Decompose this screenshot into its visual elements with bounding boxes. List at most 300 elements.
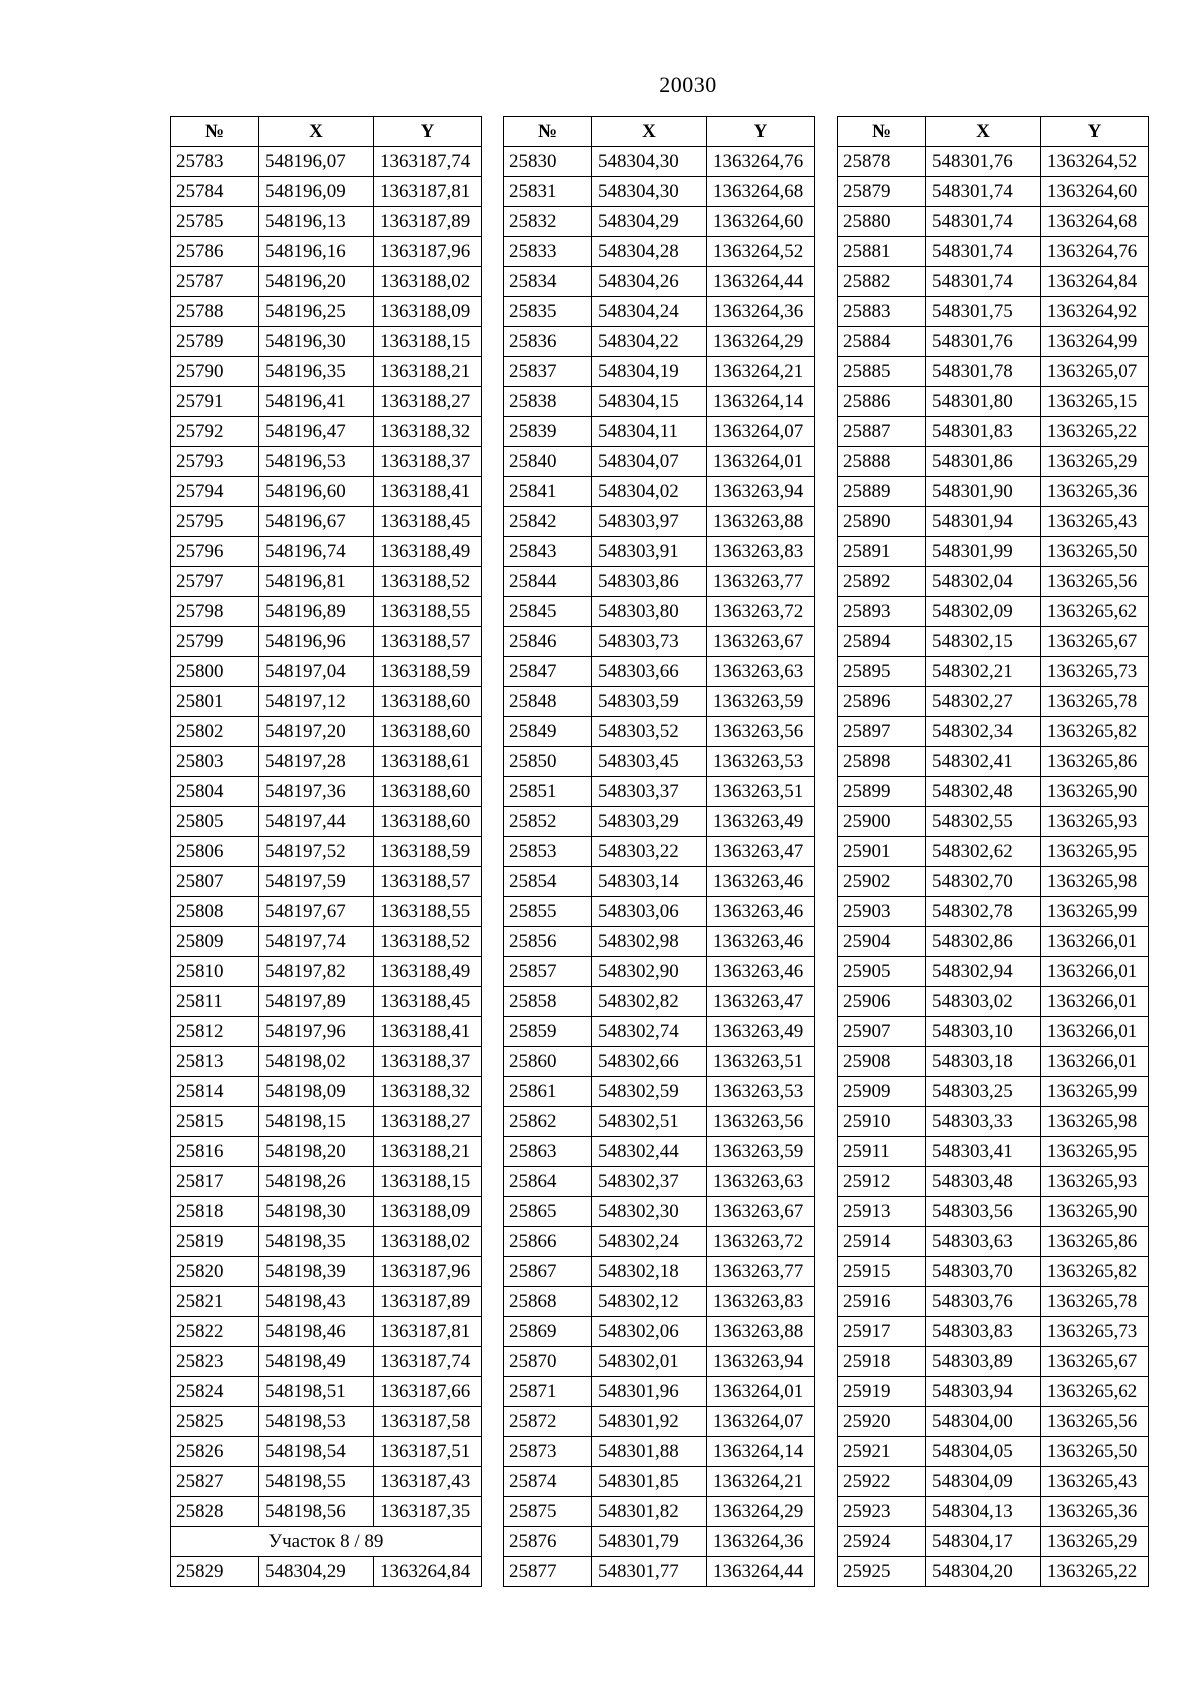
x-coordinate-cell: 548303,86 (592, 567, 707, 597)
y-coordinate-cell: 1363264,52 (1041, 147, 1149, 177)
table-row (504, 1527, 815, 1557)
table-row (838, 657, 1149, 687)
table-row (504, 657, 815, 687)
point-number-cell: 25923 (838, 1497, 926, 1527)
point-number-cell: 25849 (504, 717, 592, 747)
y-coordinate-cell: 1363265,07 (1041, 357, 1149, 387)
table-row (838, 177, 1149, 207)
point-number-cell: 25819 (171, 1227, 259, 1257)
point-number-cell: 25832 (504, 207, 592, 237)
x-coordinate-cell: 548198,56 (259, 1497, 374, 1527)
point-number-cell: 25862 (504, 1107, 592, 1137)
point-number-cell: 25783 (171, 147, 259, 177)
point-number-cell: 25799 (171, 627, 259, 657)
point-number-cell: 25904 (838, 927, 926, 957)
x-coordinate-cell: 548302,86 (926, 927, 1041, 957)
table-row (504, 777, 815, 807)
table-row (504, 1257, 815, 1287)
x-coordinate-cell: 548302,21 (926, 657, 1041, 687)
table-row (504, 297, 815, 327)
point-number-cell: 25851 (504, 777, 592, 807)
y-coordinate-cell: 1363263,53 (707, 1077, 815, 1107)
point-number-cell: 25835 (504, 297, 592, 327)
x-coordinate-cell: 548303,48 (926, 1167, 1041, 1197)
x-coordinate-cell: 548197,44 (259, 807, 374, 837)
point-number-cell: 25796 (171, 537, 259, 567)
table-row (838, 1017, 1149, 1047)
x-coordinate-cell: 548198,09 (259, 1077, 374, 1107)
x-coordinate-cell: 548303,89 (926, 1347, 1041, 1377)
section-label: Участок 8 / 89 (171, 1527, 482, 1557)
y-coordinate-cell: 1363265,99 (1041, 897, 1149, 927)
y-coordinate-cell: 1363264,68 (707, 177, 815, 207)
y-coordinate-cell: 1363263,49 (707, 807, 815, 837)
point-number-cell: 25807 (171, 867, 259, 897)
point-number-cell: 25827 (171, 1467, 259, 1497)
x-coordinate-cell: 548198,49 (259, 1347, 374, 1377)
y-coordinate-cell: 1363263,53 (707, 747, 815, 777)
point-number-cell: 25806 (171, 837, 259, 867)
point-number-cell: 25841 (504, 477, 592, 507)
point-number-cell: 25901 (838, 837, 926, 867)
table-row (504, 1287, 815, 1317)
y-coordinate-cell: 1363265,56 (1041, 567, 1149, 597)
header-number: № (504, 117, 592, 147)
x-coordinate-cell: 548302,51 (592, 1107, 707, 1137)
point-number-cell: 25859 (504, 1017, 592, 1047)
table-row (504, 717, 815, 747)
y-coordinate-cell: 1363265,82 (1041, 1257, 1149, 1287)
x-coordinate-cell: 548303,76 (926, 1287, 1041, 1317)
point-number-cell: 25814 (171, 1077, 259, 1107)
y-coordinate-cell: 1363187,74 (374, 147, 482, 177)
x-coordinate-cell: 548303,41 (926, 1137, 1041, 1167)
x-coordinate-cell: 548304,24 (592, 297, 707, 327)
table-row (171, 1167, 482, 1197)
point-number-cell: 25920 (838, 1407, 926, 1437)
point-number-cell: 25890 (838, 507, 926, 537)
y-coordinate-cell: 1363188,45 (374, 987, 482, 1017)
table-row (838, 597, 1149, 627)
x-coordinate-cell: 548303,22 (592, 837, 707, 867)
point-number-cell: 25795 (171, 507, 259, 537)
point-number-cell: 25911 (838, 1137, 926, 1167)
table-row (504, 387, 815, 417)
x-coordinate-cell: 548302,66 (592, 1047, 707, 1077)
y-coordinate-cell: 1363263,49 (707, 1017, 815, 1047)
point-number-cell: 25791 (171, 387, 259, 417)
x-coordinate-cell: 548302,12 (592, 1287, 707, 1317)
point-number-cell: 25829 (171, 1557, 259, 1587)
x-coordinate-cell: 548196,81 (259, 567, 374, 597)
x-coordinate-cell: 548304,29 (592, 207, 707, 237)
y-coordinate-cell: 1363265,56 (1041, 1407, 1149, 1437)
table-row (504, 1197, 815, 1227)
table-row (171, 1257, 482, 1287)
y-coordinate-cell: 1363265,43 (1041, 507, 1149, 537)
x-coordinate-cell: 548196,96 (259, 627, 374, 657)
point-number-cell: 25793 (171, 447, 259, 477)
x-coordinate-cell: 548302,41 (926, 747, 1041, 777)
y-coordinate-cell: 1363188,37 (374, 1047, 482, 1077)
y-coordinate-cell: 1363187,89 (374, 1287, 482, 1317)
point-number-cell: 25847 (504, 657, 592, 687)
y-coordinate-cell: 1363188,55 (374, 597, 482, 627)
table-row (504, 207, 815, 237)
y-coordinate-cell: 1363265,36 (1041, 477, 1149, 507)
y-coordinate-cell: 1363264,14 (707, 1437, 815, 1467)
table-row (504, 417, 815, 447)
x-coordinate-cell: 548301,83 (926, 417, 1041, 447)
point-number-cell: 25800 (171, 657, 259, 687)
point-number-cell: 25840 (504, 447, 592, 477)
table-header (838, 117, 1149, 147)
point-number-cell: 25869 (504, 1317, 592, 1347)
table-row (171, 267, 482, 297)
table-row (504, 237, 815, 267)
table-row (838, 1557, 1149, 1587)
table-row (504, 627, 815, 657)
y-coordinate-cell: 1363265,93 (1041, 1167, 1149, 1197)
table-row (171, 207, 482, 237)
table-row (504, 897, 815, 927)
y-coordinate-cell: 1363263,88 (707, 507, 815, 537)
y-coordinate-cell: 1363265,22 (1041, 417, 1149, 447)
table-row (504, 1317, 815, 1347)
point-number-cell: 25853 (504, 837, 592, 867)
table-row (171, 537, 482, 567)
y-coordinate-cell: 1363265,50 (1041, 537, 1149, 567)
x-coordinate-cell: 548196,47 (259, 417, 374, 447)
x-coordinate-cell: 548304,13 (926, 1497, 1041, 1527)
x-coordinate-cell: 548197,82 (259, 957, 374, 987)
y-coordinate-cell: 1363188,61 (374, 747, 482, 777)
y-coordinate-cell: 1363263,59 (707, 687, 815, 717)
x-coordinate-cell: 548198,46 (259, 1317, 374, 1347)
y-coordinate-cell: 1363264,14 (707, 387, 815, 417)
table-row (504, 1047, 815, 1077)
y-coordinate-cell: 1363265,78 (1041, 1287, 1149, 1317)
y-coordinate-cell: 1363188,15 (374, 1167, 482, 1197)
y-coordinate-cell: 1363266,01 (1041, 987, 1149, 1017)
y-coordinate-cell: 1363188,21 (374, 1137, 482, 1167)
point-number-cell: 25868 (504, 1287, 592, 1317)
table-row (838, 1137, 1149, 1167)
point-number-cell: 25875 (504, 1497, 592, 1527)
point-number-cell: 25918 (838, 1347, 926, 1377)
x-coordinate-cell: 548302,30 (592, 1197, 707, 1227)
y-coordinate-cell: 1363264,60 (707, 207, 815, 237)
x-coordinate-cell: 548303,45 (592, 747, 707, 777)
table-row (838, 1227, 1149, 1257)
table-row (171, 597, 482, 627)
point-number-cell: 25837 (504, 357, 592, 387)
x-coordinate-cell: 548303,73 (592, 627, 707, 657)
x-coordinate-cell: 548196,67 (259, 507, 374, 537)
x-coordinate-cell: 548304,09 (926, 1467, 1041, 1497)
x-coordinate-cell: 548302,44 (592, 1137, 707, 1167)
header-number: № (171, 117, 259, 147)
y-coordinate-cell: 1363265,95 (1041, 837, 1149, 867)
y-coordinate-cell: 1363264,36 (707, 1527, 815, 1557)
x-coordinate-cell: 548197,28 (259, 747, 374, 777)
x-coordinate-cell: 548196,13 (259, 207, 374, 237)
point-number-cell: 25903 (838, 897, 926, 927)
table-body (504, 147, 815, 1587)
x-coordinate-cell: 548302,04 (926, 567, 1041, 597)
y-coordinate-cell: 1363264,01 (707, 1377, 815, 1407)
table-row (504, 807, 815, 837)
table-row (171, 867, 482, 897)
x-coordinate-cell: 548196,20 (259, 267, 374, 297)
x-coordinate-cell: 548303,02 (926, 987, 1041, 1017)
point-number-cell: 25804 (171, 777, 259, 807)
y-coordinate-cell: 1363188,41 (374, 1017, 482, 1047)
y-coordinate-cell: 1363188,52 (374, 927, 482, 957)
point-number-cell: 25915 (838, 1257, 926, 1287)
table-row (838, 1077, 1149, 1107)
table-row (171, 717, 482, 747)
table-row (838, 387, 1149, 417)
coordinates-table-2 (503, 116, 815, 1587)
y-coordinate-cell: 1363263,77 (707, 567, 815, 597)
y-coordinate-cell: 1363264,07 (707, 417, 815, 447)
table-row (171, 567, 482, 597)
table-row (171, 1197, 482, 1227)
point-number-cell: 25794 (171, 477, 259, 507)
x-coordinate-cell: 548198,51 (259, 1377, 374, 1407)
y-coordinate-cell: 1363265,99 (1041, 1077, 1149, 1107)
table-row (838, 1317, 1149, 1347)
point-number-cell: 25916 (838, 1287, 926, 1317)
table-row (171, 1077, 482, 1107)
x-coordinate-cell: 548303,97 (592, 507, 707, 537)
table-row (504, 597, 815, 627)
x-coordinate-cell: 548304,29 (259, 1557, 374, 1587)
x-coordinate-cell: 548302,59 (592, 1077, 707, 1107)
x-coordinate-cell: 548197,74 (259, 927, 374, 957)
table-row (838, 1257, 1149, 1287)
y-coordinate-cell: 1363187,58 (374, 1407, 482, 1437)
y-coordinate-cell: 1363188,41 (374, 477, 482, 507)
point-number-cell: 25842 (504, 507, 592, 537)
y-coordinate-cell: 1363265,36 (1041, 1497, 1149, 1527)
point-number-cell: 25900 (838, 807, 926, 837)
x-coordinate-cell: 548196,41 (259, 387, 374, 417)
table-row (838, 747, 1149, 777)
point-number-cell: 25864 (504, 1167, 592, 1197)
y-coordinate-cell: 1363187,51 (374, 1437, 482, 1467)
point-number-cell: 25878 (838, 147, 926, 177)
y-coordinate-cell: 1363265,90 (1041, 1197, 1149, 1227)
x-coordinate-cell: 548302,01 (592, 1347, 707, 1377)
y-coordinate-cell: 1363264,92 (1041, 297, 1149, 327)
y-coordinate-cell: 1363188,15 (374, 327, 482, 357)
x-coordinate-cell: 548301,82 (592, 1497, 707, 1527)
x-coordinate-cell: 548197,96 (259, 1017, 374, 1047)
table-row (504, 567, 815, 597)
y-coordinate-cell: 1363188,60 (374, 717, 482, 747)
x-coordinate-cell: 548196,60 (259, 477, 374, 507)
y-coordinate-cell: 1363188,57 (374, 627, 482, 657)
x-coordinate-cell: 548301,76 (926, 147, 1041, 177)
point-number-cell: 25871 (504, 1377, 592, 1407)
x-coordinate-cell: 548303,70 (926, 1257, 1041, 1287)
point-number-cell: 25811 (171, 987, 259, 1017)
point-number-cell: 25808 (171, 897, 259, 927)
y-coordinate-cell: 1363188,21 (374, 357, 482, 387)
x-coordinate-cell: 548301,74 (926, 267, 1041, 297)
point-number-cell: 25897 (838, 717, 926, 747)
table-row (504, 1347, 815, 1377)
table-row (504, 1467, 815, 1497)
header-y: Y (707, 117, 815, 147)
y-coordinate-cell: 1363187,81 (374, 1317, 482, 1347)
point-number-cell: 25823 (171, 1347, 259, 1377)
point-number-cell: 25879 (838, 177, 926, 207)
point-number-cell: 25882 (838, 267, 926, 297)
point-number-cell: 25785 (171, 207, 259, 237)
y-coordinate-cell: 1363188,57 (374, 867, 482, 897)
table-row (171, 1497, 482, 1527)
x-coordinate-cell: 548302,09 (926, 597, 1041, 627)
point-number-cell: 25867 (504, 1257, 592, 1287)
x-coordinate-cell: 548301,76 (926, 327, 1041, 357)
y-coordinate-cell: 1363264,21 (707, 1467, 815, 1497)
table-row (171, 507, 482, 537)
y-coordinate-cell: 1363265,29 (1041, 1527, 1149, 1557)
point-number-cell: 25813 (171, 1047, 259, 1077)
x-coordinate-cell: 548198,02 (259, 1047, 374, 1077)
y-coordinate-cell: 1363188,32 (374, 1077, 482, 1107)
x-coordinate-cell: 548303,59 (592, 687, 707, 717)
point-number-cell: 25856 (504, 927, 592, 957)
point-number-cell: 25833 (504, 237, 592, 267)
table-row (171, 1347, 482, 1377)
point-number-cell: 25854 (504, 867, 592, 897)
x-coordinate-cell: 548302,27 (926, 687, 1041, 717)
table-row (838, 507, 1149, 537)
table-row (838, 957, 1149, 987)
point-number-cell: 25865 (504, 1197, 592, 1227)
x-coordinate-cell: 548302,18 (592, 1257, 707, 1287)
table-row (171, 357, 482, 387)
x-coordinate-cell: 548197,36 (259, 777, 374, 807)
x-coordinate-cell: 548304,30 (592, 177, 707, 207)
x-coordinate-cell: 548301,75 (926, 297, 1041, 327)
x-coordinate-cell: 548304,15 (592, 387, 707, 417)
x-coordinate-cell: 548198,20 (259, 1137, 374, 1167)
x-coordinate-cell: 548197,12 (259, 687, 374, 717)
y-coordinate-cell: 1363265,62 (1041, 597, 1149, 627)
x-coordinate-cell: 548301,74 (926, 237, 1041, 267)
table-row (171, 327, 482, 357)
table-row (838, 327, 1149, 357)
table-row (838, 837, 1149, 867)
table-row (838, 1167, 1149, 1197)
table-row (838, 897, 1149, 927)
point-number-cell: 25810 (171, 957, 259, 987)
x-coordinate-cell: 548197,59 (259, 867, 374, 897)
table-row (171, 417, 482, 447)
table-row (504, 1437, 815, 1467)
x-coordinate-cell: 548304,20 (926, 1557, 1041, 1587)
point-number-cell: 25821 (171, 1287, 259, 1317)
y-coordinate-cell: 1363264,60 (1041, 177, 1149, 207)
y-coordinate-cell: 1363187,89 (374, 207, 482, 237)
x-coordinate-cell: 548196,74 (259, 537, 374, 567)
table-row (171, 627, 482, 657)
y-coordinate-cell: 1363265,86 (1041, 1227, 1149, 1257)
y-coordinate-cell: 1363265,29 (1041, 447, 1149, 477)
point-number-cell: 25910 (838, 1107, 926, 1137)
point-number-cell: 25894 (838, 627, 926, 657)
y-coordinate-cell: 1363265,90 (1041, 777, 1149, 807)
x-coordinate-cell: 548301,77 (592, 1557, 707, 1587)
y-coordinate-cell: 1363188,27 (374, 1107, 482, 1137)
point-number-cell: 25874 (504, 1467, 592, 1497)
point-number-cell: 25845 (504, 597, 592, 627)
header-x: X (926, 117, 1041, 147)
table-row (171, 1467, 482, 1497)
point-number-cell: 25881 (838, 237, 926, 267)
point-number-cell: 25860 (504, 1047, 592, 1077)
table-row (838, 447, 1149, 477)
point-number-cell: 25872 (504, 1407, 592, 1437)
y-coordinate-cell: 1363265,82 (1041, 717, 1149, 747)
table-row (171, 447, 482, 477)
point-number-cell: 25891 (838, 537, 926, 567)
x-coordinate-cell: 548303,91 (592, 537, 707, 567)
x-coordinate-cell: 548198,55 (259, 1467, 374, 1497)
y-coordinate-cell: 1363266,01 (1041, 1047, 1149, 1077)
point-number-cell: 25798 (171, 597, 259, 627)
point-number-cell: 25884 (838, 327, 926, 357)
table-row (838, 1497, 1149, 1527)
x-coordinate-cell: 548196,53 (259, 447, 374, 477)
header-x: X (259, 117, 374, 147)
x-coordinate-cell: 548302,24 (592, 1227, 707, 1257)
x-coordinate-cell: 548301,86 (926, 447, 1041, 477)
table-row (504, 1167, 815, 1197)
point-number-cell: 25909 (838, 1077, 926, 1107)
x-coordinate-cell: 548198,43 (259, 1287, 374, 1317)
x-coordinate-cell: 548303,10 (926, 1017, 1041, 1047)
point-number-cell: 25895 (838, 657, 926, 687)
x-coordinate-cell: 548302,78 (926, 897, 1041, 927)
table-row (838, 807, 1149, 837)
y-coordinate-cell: 1363265,98 (1041, 1107, 1149, 1137)
header-y: Y (1041, 117, 1149, 147)
y-coordinate-cell: 1363265,73 (1041, 657, 1149, 687)
table-row (504, 477, 815, 507)
header-number: № (838, 117, 926, 147)
table-row (838, 1197, 1149, 1227)
point-number-cell: 25917 (838, 1317, 926, 1347)
point-number-cell: 25834 (504, 267, 592, 297)
table-row (171, 1437, 482, 1467)
y-coordinate-cell: 1363188,60 (374, 777, 482, 807)
table-row (171, 387, 482, 417)
point-number-cell: 25919 (838, 1377, 926, 1407)
y-coordinate-cell: 1363263,47 (707, 837, 815, 867)
table-row (171, 747, 482, 777)
y-coordinate-cell: 1363266,01 (1041, 957, 1149, 987)
table-row (504, 1077, 815, 1107)
y-coordinate-cell: 1363187,96 (374, 237, 482, 267)
y-coordinate-cell: 1363263,47 (707, 987, 815, 1017)
point-number-cell: 25803 (171, 747, 259, 777)
